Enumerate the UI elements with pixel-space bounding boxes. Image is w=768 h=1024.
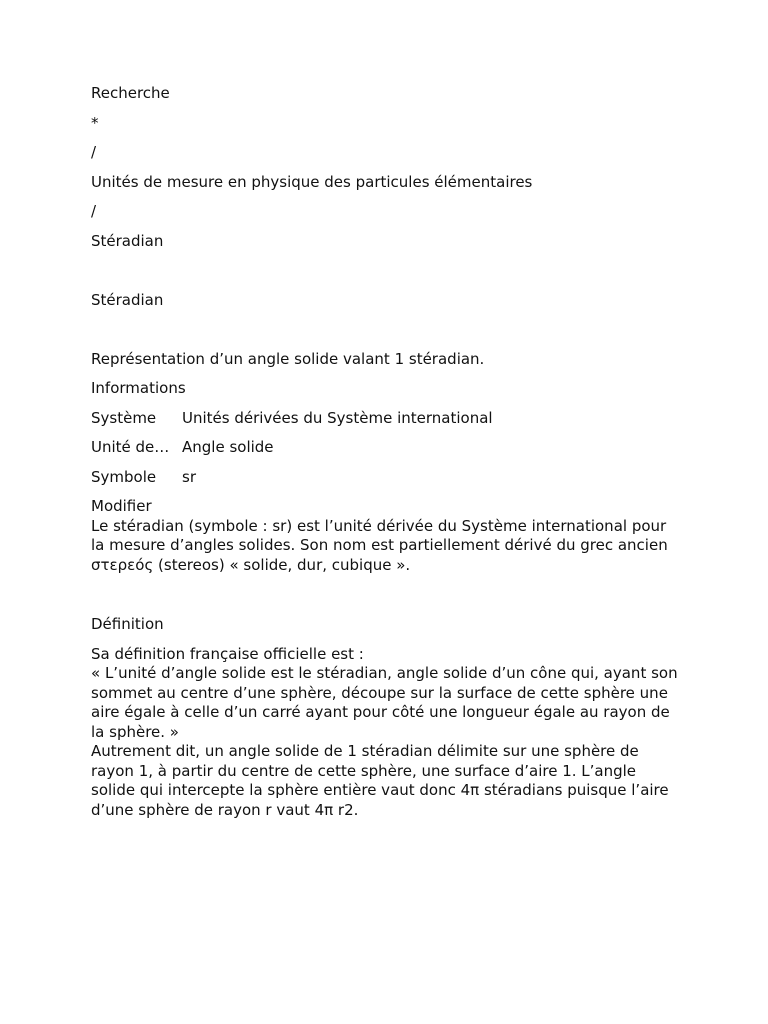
breadcrumb-category-link[interactable]: Unités de mesure en physique des particules élémentaires (91, 172, 533, 191)
infobox-key: Unité de… (91, 438, 170, 456)
breadcrumb-current: Stéradian (91, 231, 164, 250)
definition-explanation: Autrement dit, un angle solide de 1 stéradian délimite sur une sphère de rayon 1, à partir du centre de cette sphère, une surface d’aire 1. L’angle solide qui intercepte la sphère entière vaut donc 4π stéradians puisque l’aire d’une sphère de rayon r vaut 4π r2. (91, 742, 669, 819)
breadcrumb-home-link[interactable]: Recherche (91, 84, 170, 102)
infobox-key: Symbole (91, 467, 157, 486)
definition-quote: « L’unité d’angle solide est le stéradian, angle solide d’un cône qui, ayant son sommet au centre d’une sphère, découpe sur la surface de cette sphère une aire égale à celle d’un carré ayant pour côté une longueur égale au rayon de la sphère. » (91, 664, 678, 741)
infobox-value: sr (182, 467, 196, 486)
infobox-row (91, 438, 681, 458)
infobox-row (91, 468, 681, 488)
section-heading-definition: Définition (91, 615, 164, 633)
definition-lead: Sa définition française officielle est : (91, 644, 364, 663)
page-title: Stéradian (91, 291, 164, 309)
infobox-row (91, 409, 681, 429)
infobox-value: Angle solide (182, 438, 274, 456)
infobox-edit-link[interactable]: Modifier (91, 497, 152, 515)
breadcrumb-separator: / (91, 202, 97, 220)
infobox-heading: Informations (91, 379, 186, 397)
breadcrumb-separator: / (91, 143, 97, 161)
infobox-value: Unités dérivées du Système international (182, 408, 493, 427)
document-page (91, 84, 681, 820)
breadcrumb-star: * (91, 113, 99, 132)
infobox-key: Système (91, 408, 157, 427)
image-caption: Représentation d’un angle solide valant 1 stéradian. (91, 349, 485, 368)
intro-paragraph: Le stéradian (symbole : sr) est l’unité dérivée du Système international pour la mesure d’angles solides. Son nom est partiellement dérivé du grec ancien στερεός (stereos) « solide, dur, cubique ». (91, 516, 668, 574)
